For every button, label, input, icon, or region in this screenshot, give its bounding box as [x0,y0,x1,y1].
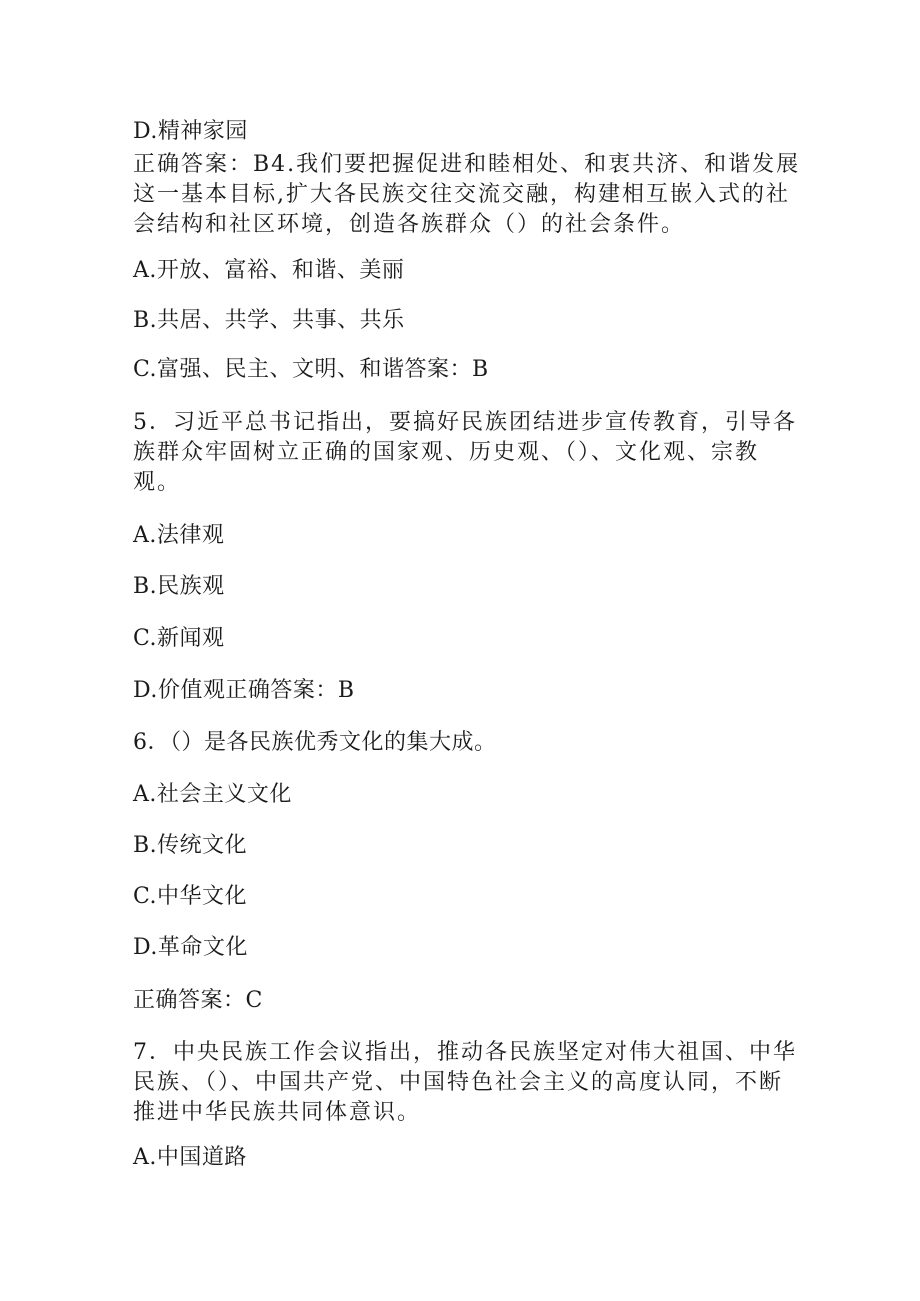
question-5-line-3: 观。 [133,470,182,495]
option-a-q4: A.开放、富裕、和谐、美丽 [133,258,405,283]
question-7 [133,1038,797,1128]
option-c-q6: C.中华文化 [133,884,248,909]
option-a-q6: A.社会主义文化 [133,782,292,807]
question-6: 6．（）是各民族优秀文化的集大成。 [133,730,497,755]
question-5-line-2: 族群众牢固树立正确的国家观、历史观、（）、文化观、宗教 [133,440,760,465]
question-4-line-3: 会结构和社区环境，创造各族群众（）的社会条件。 [133,212,686,237]
question-7-line-2: 民族、（）、中国共产党、中国特色社会主义的高度认同，不断 [133,1070,784,1095]
question-5-line-1: 5．习近平总书记指出，要搞好民族团结进步宣传教育，引导各 [133,410,797,435]
option-a-q5: A.法律观 [133,523,225,548]
question-4 [133,150,801,240]
question-4-line-1: 正确答案：B4.我们要把握促进和睦相处、和衷共济、和谐发展 [133,152,801,177]
option-b-q4: B.共居、共学、共事、共乐 [133,308,405,333]
option-b-q6: B.传统文化 [133,833,248,858]
question-7-line-1: 7．中央民族工作会议指出，推动各民族坚定对伟大祖国、中华 [133,1040,797,1065]
option-c-q5: C.新闻观 [133,626,225,651]
question-5 [133,408,797,498]
question-7-line-3: 推进中华民族共同体意识。 [133,1100,422,1125]
question-4-line-2: 这一基本目标,扩大各民族交往交流交融，构建相互嵌入式的社 [133,182,790,207]
option-c-q4: C.富强、民主、文明、和谐答案：B [133,357,489,382]
option-d-q5: D.价值观正确答案：B [133,678,355,703]
option-d-q3: D.精神家园 [133,119,248,144]
answer-q6: 正确答案：C [133,988,263,1013]
option-b-q5: B.民族观 [133,574,225,599]
option-d-q6: D.革命文化 [133,935,248,960]
option-a-q7: A.中国道路 [133,1145,247,1170]
